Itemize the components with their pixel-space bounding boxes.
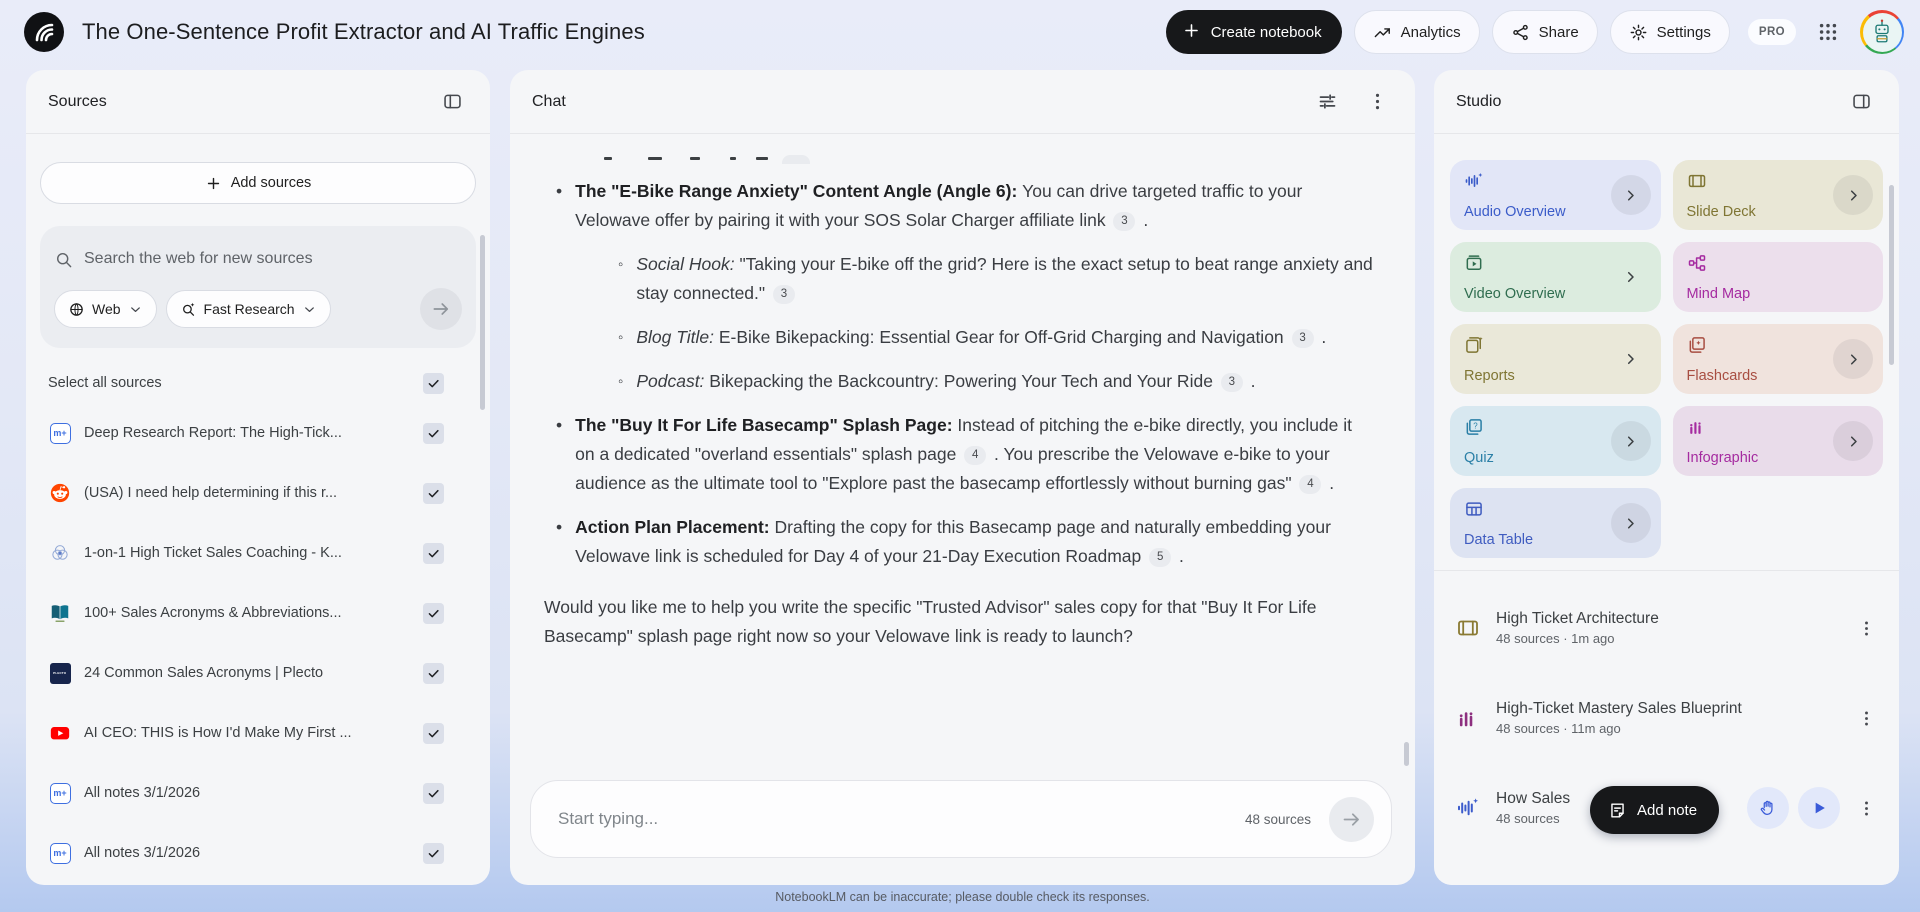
chat-text: E-Bike Bikepacking: Essential Gear for Off-Grid Charging and Navigation [713, 327, 1289, 347]
select-all-row [48, 366, 444, 400]
source-title: 1-on-1 High Ticket Sales Coaching - K... [84, 545, 342, 561]
studio-card-label: Slide Deck [1686, 204, 1756, 220]
search-row [54, 236, 462, 282]
studio-card-flashcards[interactable] [1673, 324, 1884, 394]
reports-icon [1464, 335, 1484, 355]
research-mode-dropdown[interactable] [166, 290, 331, 328]
artifact-more-menu-icon[interactable] [1849, 791, 1883, 825]
chat-bullet [544, 367, 1375, 396]
citation-chip[interactable]: 3 [1292, 329, 1314, 348]
reddit-icon [49, 482, 71, 504]
settings-label: Settings [1656, 23, 1711, 41]
chat-text: . [1138, 210, 1149, 230]
youtube-icon [49, 722, 71, 744]
web-filter-label: Web [92, 301, 121, 317]
citation-chip[interactable]: 5 [1149, 548, 1171, 567]
search-submit-button[interactable] [420, 288, 462, 330]
studio-panel [1434, 70, 1899, 885]
chat-text-bold: The "Buy It For Life Basecamp" Splash Page: [575, 415, 958, 435]
studio-card-infographic[interactable] [1673, 406, 1884, 476]
source-title: AI CEO: THIS is How I'd Make My First ... [84, 725, 352, 741]
studio-card-label: Audio Overview [1464, 204, 1566, 220]
select-all-label: Select all sources [48, 375, 162, 391]
chat-text-italic: Podcast: [636, 371, 705, 391]
artifact-actions [1849, 611, 1883, 645]
chat-text: . [1245, 371, 1256, 391]
web-search-box [40, 226, 476, 348]
note-icon [1608, 801, 1627, 820]
trending-up-icon [1373, 23, 1392, 42]
source-checkbox[interactable] [423, 603, 444, 624]
web-search-input[interactable] [84, 250, 462, 268]
artifact-more-menu-icon[interactable] [1849, 611, 1883, 645]
play-button[interactable] [1798, 787, 1840, 829]
plus-icon [205, 175, 222, 192]
add-note-button[interactable] [1590, 786, 1719, 834]
citation-chip[interactable]: 4 [964, 446, 986, 465]
notebooklm-logo-icon[interactable] [24, 12, 64, 52]
studio-card-label: Video Overview [1464, 286, 1566, 302]
bullet-marker: • [556, 181, 563, 201]
source-list-item[interactable] [40, 468, 444, 518]
chat-text: . [1324, 473, 1335, 493]
chat-settings-icon[interactable] [1309, 84, 1345, 120]
source-checkbox[interactable] [423, 663, 444, 684]
chevron-right-icon[interactable] [1622, 351, 1639, 368]
chevron-right-icon[interactable] [1622, 269, 1639, 286]
chat-text-bold: The "E-Bike Range Anxiety" Content Angle (Angle 6): [575, 181, 1023, 201]
chevron-right-icon[interactable] [1833, 175, 1873, 215]
artifact-meta: 48 sources · 11m ago [1496, 721, 1621, 736]
pro-badge: PRO [1748, 19, 1796, 45]
chat-text: "Taking your E-bike off the grid? Here is the exact setup to beat range anxiety and stay connected." [636, 254, 1373, 303]
source-title: 100+ Sales Acronyms & Abbreviations... [84, 605, 342, 621]
source-list-item[interactable] [40, 528, 444, 578]
chat-text-italic: Blog Title: [636, 327, 714, 347]
bullet-marker: ◦ [618, 256, 624, 273]
studio-card-mind-map[interactable] [1673, 242, 1884, 312]
source-list-item[interactable] [40, 828, 444, 878]
artifact-meta: 48 sources · 1m ago [1496, 631, 1615, 646]
notebooklm-doc-icon: m+ [49, 422, 71, 444]
studio-cards [1450, 160, 1883, 558]
source-title: 24 Common Sales Acronyms | Plecto [84, 665, 324, 681]
chat-text: . [1316, 327, 1327, 347]
top-bar-left [24, 12, 645, 52]
sources-panel [26, 70, 490, 885]
citation-chip[interactable]: 3 [773, 285, 795, 304]
chat-messages [544, 177, 1375, 651]
slide-deck-icon [1687, 171, 1707, 191]
bullet-marker: • [556, 415, 563, 435]
source-list-item[interactable] [40, 408, 444, 458]
studio-card-label: Mind Map [1686, 286, 1751, 302]
studio-artifact-row[interactable] [1444, 596, 1889, 660]
chat-text-bold: Action Plan Placement: [575, 517, 775, 537]
chat-text: Bikepacking the Backcountry: Powering Your Tech and Your Ride [704, 371, 1218, 391]
source-checkbox[interactable] [423, 543, 444, 564]
web-filter-dropdown[interactable] [54, 290, 157, 328]
top-bar [0, 0, 1920, 64]
studio-panel-title: Studio [1456, 92, 1502, 110]
source-list [26, 400, 490, 881]
notebooklm-doc-icon: m+ [49, 842, 71, 864]
video-icon [1464, 253, 1484, 273]
plus-icon [1182, 21, 1201, 44]
source-list-item[interactable] [40, 708, 444, 758]
citation-chip[interactable]: 4 [1299, 475, 1321, 494]
chat-more-menu-icon[interactable] [1359, 84, 1395, 120]
user-avatar[interactable] [1860, 10, 1904, 54]
artifact-actions [1849, 701, 1883, 735]
source-checkbox[interactable] [423, 783, 444, 804]
venn-icon [49, 542, 71, 564]
studio-card-label: Flashcards [1686, 368, 1758, 384]
chat-text: Instead of pitching the e-bike directly, you include it on a dedicated "overland essentials" splash page [575, 415, 1353, 464]
artifact-title: How Sales [1496, 790, 1571, 807]
chevron-right-icon[interactable] [1611, 421, 1651, 461]
disclaimer-text: NotebookLM can be inaccurate; please double check its responses. [775, 890, 1150, 904]
studio-card-label: Infographic [1686, 450, 1759, 466]
studio-card-data-table[interactable] [1450, 488, 1661, 558]
artifact-actions [1747, 787, 1883, 829]
studio-scrollbar[interactable] [1889, 185, 1894, 365]
share-label: Share [1538, 23, 1579, 41]
chat-panel-header [510, 70, 1415, 134]
quiz-icon [1464, 417, 1484, 437]
studio-card-quiz[interactable] [1450, 406, 1661, 476]
studio-card-reports[interactable] [1450, 324, 1661, 394]
chat-panel [510, 70, 1415, 885]
chat-bullet [544, 411, 1375, 498]
chevron-down-icon [302, 302, 317, 317]
clipped-previous-line [544, 147, 1375, 167]
research-mode-label: Fast Research [203, 301, 295, 317]
sources-panel-header [26, 70, 490, 134]
chat-scrollbar[interactable] [1404, 742, 1409, 766]
studio-card-label: Quiz [1464, 450, 1494, 466]
share-button[interactable] [1492, 10, 1598, 54]
add-sources-label: Add sources [230, 175, 312, 191]
send-message-button[interactable] [1329, 797, 1374, 842]
data-table-icon [1464, 499, 1484, 519]
mind-map-icon [1687, 253, 1707, 273]
source-title: (USA) I need help determining if this r... [84, 485, 338, 501]
source-title: All notes 3/1/2026 [84, 845, 201, 861]
chat-text: Drafting the copy for this Basecamp page and naturally embedding your Velowave link is scheduled for Day 4 of your 21-Day Execution Roadmap [575, 517, 1331, 566]
gear-icon [1629, 23, 1648, 42]
chat-panel-title: Chat [532, 92, 566, 110]
citation-chip[interactable]: 3 [1221, 373, 1243, 392]
infographic-icon [1687, 417, 1707, 437]
source-title: All notes 3/1/2026 [84, 785, 201, 801]
source-checkbox[interactable] [423, 483, 444, 504]
chat-text-italic: Social Hook: [636, 254, 735, 274]
studio-card-label: Reports [1464, 368, 1515, 384]
chat-text: . You prescribe the Velowave e-bike to your audience as the ultimate tool to "Explore past the basecamp effortlessly without burning gas" [575, 444, 1330, 493]
svg-text:?: ? [1473, 421, 1478, 431]
studio-artifact-list [1434, 582, 1899, 879]
bullet-marker: ◦ [618, 373, 624, 390]
flashcards-icon [1687, 335, 1707, 355]
create-notebook-label: Create notebook [1210, 23, 1322, 41]
add-sources-button[interactable] [40, 162, 476, 204]
chat-text: . [1174, 546, 1184, 566]
analytics-button[interactable] [1354, 10, 1480, 54]
studio-artifact-row[interactable] [1444, 686, 1889, 750]
bullet-marker: ◦ [618, 329, 624, 346]
chevron-right-icon[interactable] [1611, 503, 1651, 543]
slide-deck-icon [1456, 616, 1480, 640]
artifact-more-menu-icon[interactable] [1849, 701, 1883, 735]
source-list-item[interactable] [40, 648, 444, 698]
citation-chip[interactable]: 3 [1113, 212, 1135, 231]
studio-panel-header [1434, 70, 1899, 134]
source-list-item[interactable] [40, 588, 444, 638]
chat-messages-scroll[interactable] [510, 135, 1415, 773]
artifact-text [1496, 700, 1833, 736]
chat-bullet [544, 177, 1375, 235]
chat-input[interactable] [558, 809, 1245, 829]
source-list-item[interactable] [40, 768, 444, 818]
sources-panel-title: Sources [48, 92, 107, 110]
share-icon [1511, 23, 1530, 42]
source-checkbox[interactable] [423, 423, 444, 444]
fast-research-icon [180, 301, 197, 318]
notebooklm-doc-icon: m+ [49, 782, 71, 804]
search-icon [54, 250, 73, 269]
globe-icon [68, 301, 85, 318]
top-bar-actions [1166, 10, 1904, 54]
interactive-mode-button[interactable] [1747, 787, 1789, 829]
artifact-title: High-Ticket Mastery Sales Blueprint [1496, 700, 1742, 717]
source-checkbox[interactable] [423, 843, 444, 864]
studio-card-slide-deck[interactable] [1673, 160, 1884, 230]
chat-bullet [544, 250, 1375, 308]
chat-input-bar [530, 780, 1392, 858]
source-title: Deep Research Report: The High-Tick... [84, 425, 342, 441]
chevron-down-icon [128, 302, 143, 317]
analytics-label: Analytics [1400, 23, 1461, 41]
audio-waveform-icon [1456, 796, 1480, 820]
apps-grid-icon[interactable] [1808, 12, 1848, 52]
book-icon [49, 602, 71, 624]
chevron-right-icon[interactable] [1833, 421, 1873, 461]
studio-card-label: Data Table [1464, 532, 1534, 548]
plecto-icon: PLECTO [49, 662, 71, 684]
studio-divider [1434, 570, 1899, 571]
chat-text: You can drive targeted traffic to your Velowave offer by pairing it with your SOS Solar Charger affiliate link [575, 181, 1303, 230]
studio-card-audio-overview[interactable] [1450, 160, 1661, 230]
collapse-studio-panel-icon[interactable] [1843, 84, 1879, 120]
chat-sources-count: 48 sources [1244, 811, 1311, 827]
collapse-sources-panel-icon[interactable] [434, 84, 470, 120]
chevron-right-icon[interactable] [1611, 175, 1651, 215]
chevron-right-icon[interactable] [1833, 339, 1873, 379]
infographic-icon [1456, 706, 1480, 730]
select-all-checkbox[interactable] [423, 373, 444, 394]
audio-waveform-icon [1464, 171, 1484, 191]
robot-avatar-image [1863, 13, 1902, 52]
artifact-text [1496, 610, 1833, 646]
chat-paragraph [544, 593, 1375, 651]
sources-scrollbar[interactable] [480, 235, 485, 410]
settings-button[interactable] [1610, 10, 1730, 54]
add-note-label: Add note [1637, 801, 1698, 819]
bullet-marker: • [556, 517, 563, 537]
artifact-title: High Ticket Architecture [1496, 610, 1659, 627]
search-filter-row [54, 288, 462, 330]
chat-bullet [544, 513, 1375, 571]
create-notebook-button[interactable] [1166, 10, 1342, 54]
source-checkbox[interactable] [423, 723, 444, 744]
studio-bottom-fade [1434, 861, 1899, 885]
notebook-title: The One-Sentence Profit Extractor and AI Traffic Engines [82, 19, 645, 44]
chat-text: Would you like me to help you write the specific "Trusted Advisor" sales copy for that "Buy It For Life Basecamp" splash page right now so your Velowave link is ready to launch? [544, 597, 1317, 646]
artifact-meta: 48 sources [1496, 811, 1560, 826]
studio-card-video-overview[interactable] [1450, 242, 1661, 312]
chat-bullet [544, 323, 1375, 352]
